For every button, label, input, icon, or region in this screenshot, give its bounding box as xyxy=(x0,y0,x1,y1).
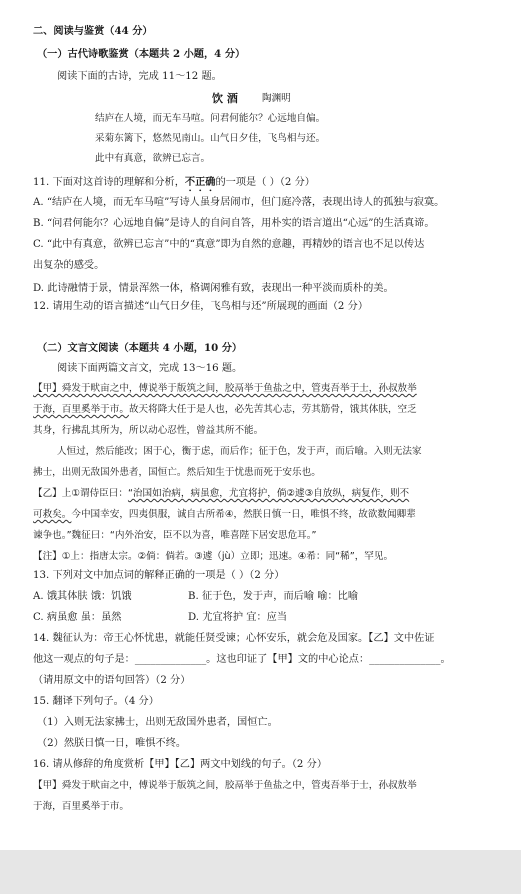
text-jia-line xyxy=(33,403,417,417)
q16-quote-line: 【甲】舜发于畎亩之中，傅说举于版筑之间，胶鬲举于鱼盐之中，管夷吾举于士，孙叔敖举 xyxy=(33,780,417,791)
q11-tail: 的一项是（ ）（2 分） xyxy=(215,177,315,188)
q11-option-d: D. 此诗融情于景，情景浑然一体，格调闲雅有致，表现出一种平淡而质朴的美。 xyxy=(33,283,394,294)
q13-option-b: B. 征于色，发于声，而后喻 喻：比喻 xyxy=(188,591,359,602)
jia-underlined: 于海，百里奚举于市。 xyxy=(33,404,129,415)
text-yi-line xyxy=(33,508,416,522)
yi-rest: 今中国幸安，四夷俱服，诚自古所希④，然朕日慎一日，唯惧不终，故欲数闻卿辈 xyxy=(71,509,416,520)
viewer-bottom-bar xyxy=(0,850,521,894)
question-14-note: （请用原文中的语句回答）（2 分） xyxy=(33,675,191,686)
part1-instruction: 阅读下面的古诗，完成 11～12 题。 xyxy=(57,71,222,82)
text-yi-line xyxy=(33,487,409,501)
q11-option-c: C. “此中有真意，欲辨已忘言”中的“真意”即为自然的意趣，再精妙的语言也不足以传达 xyxy=(33,239,425,250)
question-11 xyxy=(33,175,315,194)
poem-line: 此中有真意，欲辨已忘言。 xyxy=(95,153,211,164)
q11-stem: 11. 下面对这首诗的理解和分析， xyxy=(33,177,185,188)
poem-line: 结庐在人境，而无车马喧。问君何能尔？心远地自偏。 xyxy=(95,113,326,124)
text-jia-line: 【甲】舜发于畎亩之中，傅说举于版筑之间，胶鬲举于鱼盐之中，管夷吾举于士，孙叔敖举 xyxy=(33,383,417,394)
question-14: 14. 魏征认为：帝王心怀忧患，就能任贤受谏；心怀安乐，就会危及国家。【乙】文中佐证 xyxy=(33,633,435,644)
q15-item-2: （2）然朕日慎一日，唯惧不终。 xyxy=(37,738,187,749)
annotation: 【注】①上：指唐太宗。②倘：倘若。③遽（jù）立即；迅速。④希：同“稀”，罕见。 xyxy=(33,551,394,562)
q11-option-a: A. “结庐在人境，而无车马喧”写诗人虽身居闹市，但门庭冷落，表现出诗人的孤独与寂寞。 xyxy=(33,197,445,208)
poem-author: 陶渊明 xyxy=(262,93,291,104)
q11-option-b: B. “问君何能尔？心远地自偏”是诗人的自问自答，用朴实的语言道出“心远”的生活真谛。 xyxy=(33,218,435,229)
poem-title: 饮 酒 xyxy=(212,92,238,105)
yi-underlined: “治国如治病，病虽愈，尤宜将护，倘②遽③自放纵，病复作，则不 xyxy=(127,488,410,499)
q15-item-1: （1）入则无法家拂士，出则无敌国外患者，国恒亡。 xyxy=(37,717,278,728)
q13-option-d: D. 尤宜将护 宜：应当 xyxy=(188,612,288,623)
part2-title: （二）文言文阅读（本题共 4 小题，10 分） xyxy=(37,342,243,354)
jia-rest: 故天将降大任于是人也，必先苦其心志，劳其筋骨，饿其体肤，空乏 xyxy=(128,404,417,415)
q11-emphasis: 不正确 xyxy=(184,176,216,188)
q13-option-c: C. 病虽愈 虽：虽然 xyxy=(33,612,122,623)
poem-line: 采菊东篱下，悠然见南山。山气日夕佳，飞鸟相与还。 xyxy=(95,133,326,144)
question-14-blanks: 他这一观点的句子是：______________。这也印证了【甲】文的中心论点：______________。 xyxy=(33,654,451,665)
yi-lead: 【乙】上①谓侍臣曰： xyxy=(33,488,128,499)
part1-title: （一）古代诗歌鉴赏（本题共 2 小题，4 分） xyxy=(37,48,246,60)
yi-underlined: 可救矣。 xyxy=(33,509,72,520)
text-jia-line: 其身，行拂乱其所为，所以动心忍性，曾益其所不能。 xyxy=(33,425,264,436)
question-16: 16. 请从修辞的角度赏析【甲】【乙】两文中划线的句子。（2 分） xyxy=(33,759,328,770)
q11-option-c-cont: 出复杂的感受。 xyxy=(33,260,105,271)
section-title: 二、阅读与鉴赏（44 分） xyxy=(33,25,153,37)
question-15: 15. 翻译下列句子。（4 分） xyxy=(33,696,159,707)
q16-quote-line: 于海，百里奚举于市。 xyxy=(33,801,129,812)
text-jia-line: 人恒过，然后能改；困于心，衡于虑，而后作；征于色，发于声，而后喻。入则无法家 xyxy=(57,446,422,457)
question-12: 12. 请用生动的语言描述“山气日夕佳，飞鸟相与还”所展现的画面（2 分） xyxy=(33,301,369,312)
q13-option-a: A. 饿其体肤 饿：饥饿 xyxy=(33,591,132,602)
text-jia-line: 拂士，出则无敌国外患者，国恒亡。然后知生于忧患而死于安乐也。 xyxy=(33,467,321,478)
part2-instruction: 阅读下面两篇文言文，完成 13～16 题。 xyxy=(57,363,243,374)
question-13: 13. 下列对文中加点词的解释正确的一项是（ ）（2 分） xyxy=(33,570,285,581)
text-yi-line: 谏争也。”魏征曰：“内外治安，臣不以为喜，唯喜陛下居安思危耳。” xyxy=(33,530,317,541)
